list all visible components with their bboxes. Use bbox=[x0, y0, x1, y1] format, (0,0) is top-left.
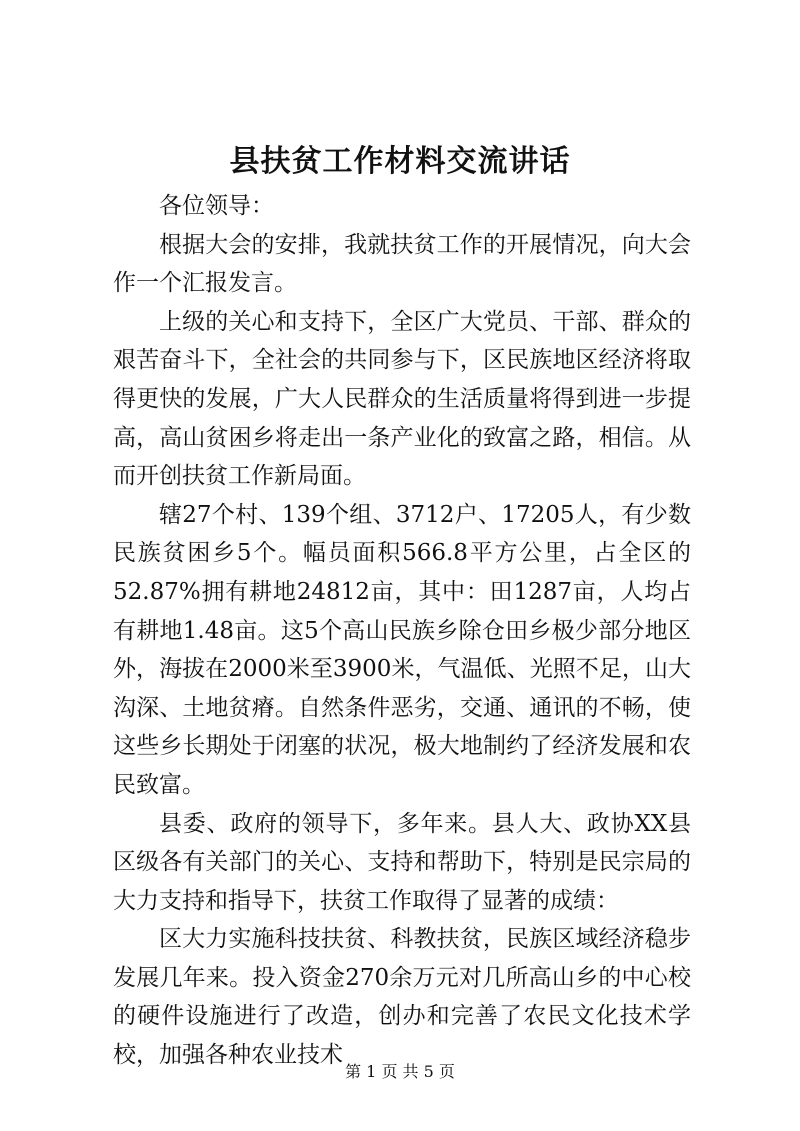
document-title: 县扶贫工作材料交流讲话 bbox=[229, 144, 571, 179]
paragraph-salutation: 各位领导： bbox=[159, 193, 274, 219]
paragraph-introduction: 根据大会的安排，我就扶贫工作的开展情况，向大会作一个汇报发言。 bbox=[113, 231, 691, 297]
page-number-footer: 第 1 页 共 5 页 bbox=[345, 1062, 455, 1081]
paragraph-region-overview: 辖27个村、139个组、3712户、17205人，有少数民族贫困乡5个。幅员面积566.8平方公里，占全区的52.87%拥有耕地24812亩，其中：田1287亩，人均占有耕地1.48亩。这5个高山民族乡除仓田乡极少部分地区外，海拔在2000米至3900米，气温低、光照不足，山大沟深、土地贫瘠。自然条件恶劣，交通、通讯的不畅，使这些乡长期处于闭塞的状况，极大地制约了经济发展和农民致富。 bbox=[113, 501, 691, 798]
paragraph-leadership: 县委、政府的领导下，多年来。县人大、政协XX县区级各有关部门的关心、支持和帮助下，特别是民宗局的大力支持和指导下，扶贫工作取得了显著的成绩： bbox=[113, 810, 691, 914]
document-body bbox=[113, 187, 691, 1075]
paragraph-support: 上级的关心和支持下，全区广大党员、干部、群众的艰苦奋斗下，全社会的共同参与下，区民族地区经济将取得更快的发展，广大人民群众的生活质量将得到进一步提高，高山贫困乡将走出一条产业化的致富之路，相信。从而开创扶贫工作新局面。 bbox=[113, 308, 691, 490]
paragraph-science-education: 区大力实施科技扶贫、科教扶贫，民族区域经济稳步发展几年来。投入资金270余万元对几所高山乡的中心校的硬件设施进行了改造，创办和完善了农民文化技术学校，加强各种农业技术 bbox=[113, 926, 691, 1069]
